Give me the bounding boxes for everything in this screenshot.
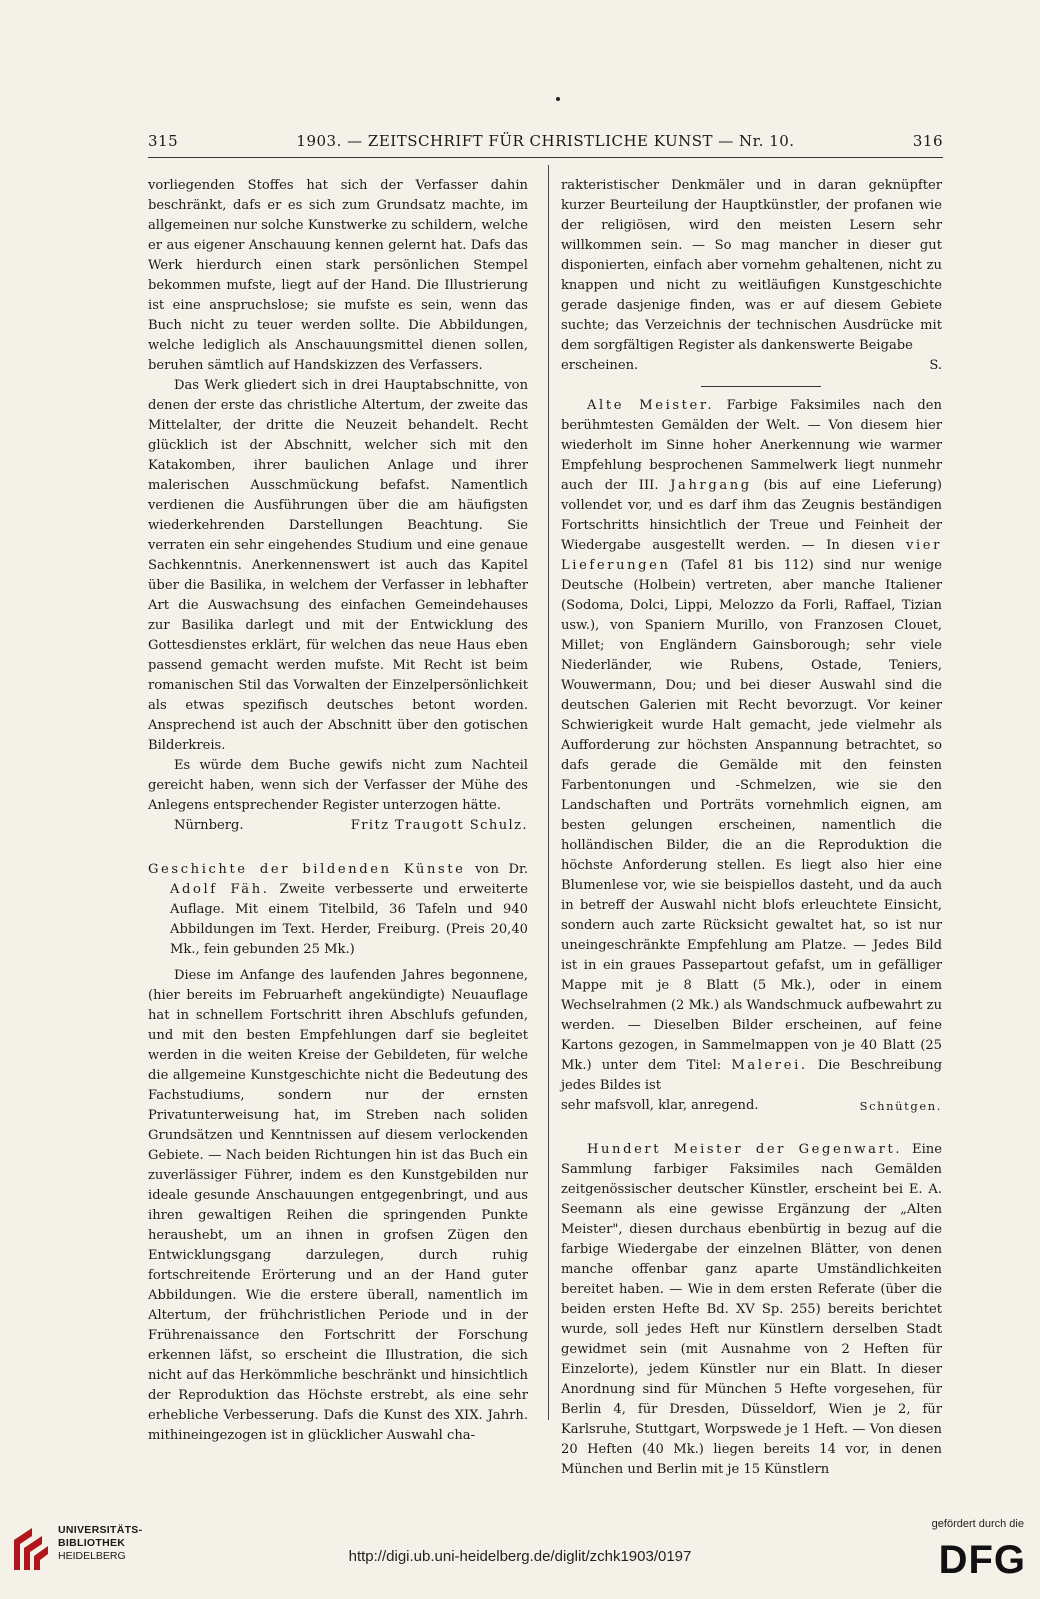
paragraph: Das Werk gliedert sich in drei Hauptabschnitte, von denen der erste das christliche Altertum, der zweite das Mittelalter, der dritte die Neuzeit behandelt. Recht glücklich ist der Abschnitt, welcher sich mit den Katakomben, ihrer baulichen Anlage und ihrer malerischen Ausschmückung befafst. Namentlich verdienen die Ausführungen über die am häufigsten wiederkehrenden Darstellungen Beachtung. Sie verraten ein sehr eingehendes Studium und eine genaue Sachkenntnis. Anerkennenswert ist auch das Kapitel über die Basilika, in welchem der Verfasser in lebhafter Art die Auswachsung des einfachen Gemeindehauses zur Basilika darlegt und mit der Entwicklung des Gottesdienstes erklärt, für welchen das neue Haus eben passend gemacht werden mufste. Mit Recht ist beim romanischen Stil das Vorwalten der Einzelpersönlichkeit als etwas spezifisch deutsches betont worden. Ansprechend ist auch der Abschnitt über den gotischen Bilderkreis. bbox=[148, 378, 528, 753]
book-entry: Alte Meister. Farbige Faksimiles nach den berühmtesten Gemälden der Welt. — Von diesem hier wiederholt im Sinne hoher Anerkennung wie warmer Empfehlung besprochenen Sammelwerk liegt nunmehr auch der III. Jahrgang (bis auf eine Lieferung) vollendet vor, und es darf ihm das Zeugnis beständigen Fortschritts hinsichtlich der Treue und Feinheit der Wiedergabe ausgestellt werden. — In diesen vier Lieferungen (Tafel 81 bis 112) sind nur wenige Deutsche (Holbein) vertreten, aber manche Italiener (Sodoma, Dolci, Lippi, Melozzo da Forli, Raffael, Tizian usw.), von Spaniern Murillo, von Franzosen Clouet, Millet; von Engländern Gainsborough; sehr viele Niederländer, wie Rubens, Ostade, Teniers, Wouwermann, Dou; und bei dieser Auswahl sind die deutschen Galerien mit Recht bevorzugt. Vor keiner Schwierigkeit wurde Halt gemacht, jede vielmehr als Aufforderung zur höchsten Anspannung betrachtet, so dafs gerade die Gemälde mit den feinsten Farbentonungen und -Schmelzen, wie sie den Landschaften und Porträts vornehmlich eignen, am besten gelungen erscheinen, namentlich die holländischen Bilder, die an die Reproduktion die höchste Anforderung stellen. Es liegt also hier eine Blumenlese vor, wie sie beispiellos dasteht, und da auch in betreff der Auswahl nicht blofs erleuchtete Einsicht, sondern auch zarte Rücksicht gewaltet hat, so ist nur uneingeschränkte Empfehlung am Platze. — Jedes Bild ist in ein graues Passepartout gefafst, um in gefälliger Mappe mit je 8 Blatt (5 Mk.), oder in einem Wechselrahmen (2 Mk.) als Wandschmuck aufbewahrt zu werden. — Dieselben Bilder erscheinen, auf feine Kartons gezogen, in Sammelmappen von je 40 Blatt (25 Mk.) unter dem Titel: Malerei. Die Beschreibung jedes Bildes ist bbox=[561, 398, 943, 1093]
book-entry-heading: Geschichte der bildenden Künste von Dr. Adolf Fäh. Zweite verbesserte und erweiterte Auflage. Mit einem Titelbild, 36 Tafeln und 940 Abbildungen im Text. Herder, Freiburg. (Preis 20,40 Mk., fein gebunden 25 Mk.) bbox=[148, 862, 529, 957]
running-header bbox=[148, 132, 943, 154]
book-entry: Hundert Meister der Gegenwart. Eine Sammlung farbiger Faksimiles nach Gemälden zeitgenössischer deutscher Künstler, erscheint bei E. A. Seemann als eine gewisse Ergänzung der „Alten Meister", diesen durchaus ebenbürtig in bezug auf die farbige Wiedergabe der einzelnen Blätter, von denen manche offenbar ganz aparte Umständlichkeiten bereitet haben. — Wie in dem ersten Referate (über die beiden ersten Hefte Bd. XV Sp. 255) bereits berichtet wurde, soll jedes Heft nur Künstlern derselben Stadt gewidmet sein (mit Ausnahme von 2 Heften für Einzelorte), jedem Künstler nur ein Blatt. In dieser Anordnung sind für München 5 Hefte vorgesehen, für Berlin 4, für Dresden, Düsseldorf, Wien je 2, für Karlsruhe, Stuttgart, Worpswede je 1 Heft. — Von diesen 20 Heften (40 Mk.) liegen bereits 14 vor, in denen München und Berlin mit je 15 Künstlern bbox=[561, 1142, 942, 1477]
paragraph: Es würde dem Buche gewifs nicht zum Nachteil gereicht haben, wenn sich der Verfasser der Mühe des Anlegens entsprechender Register unterzogen hätte. bbox=[148, 758, 528, 813]
column-rule bbox=[548, 165, 549, 1420]
left-column bbox=[148, 176, 528, 1446]
funding-label: gefördert durch die bbox=[931, 1518, 1024, 1530]
ink-speck bbox=[556, 97, 560, 101]
paragraph: vorliegenden Stoffes hat sich der Verfasser dahin beschränkt, dafs er es sich zum Grundsatz machte, im allgemeinen nur solche Kunstwerke zu schildern, welche er aus eigener Anschauung kennen gelernt hat. Dafs das Werk hierdurch einen stark persönlichen Stempel bekommen mufste, liegt auf der Hand. Die Illustrierung ist eine anspruchslose; sie mufste es sein, wenn das Buch nicht zu teuer werden sollte. Die Abbildungen, welche lediglich als Anschauungsmittel dienen sollen, beruhen sämtlich auf Handskizzen des Verfassers. bbox=[148, 178, 528, 373]
paragraph: Diese im Anfange des laufenden Jahres begonnene, (hier bereits im Februarheft angekündigte) Neuauflage hat in schnellem Fortschritt ihren Abschlufs gefunden, und mit den besten Empfehlungen darf sie begleitet werden in die weiten Kreise der Gebildeten, für welche die allgemeine Kunstgeschichte nicht die Bedeutung des Fachstudiums, sondern nur der ernsten Privatunterweisung hat, im Streben nach soliden Grundsätzen und Kenntnissen auf diesem verlockenden Gebiete. — Nach beiden Richtungen hin ist das Buch ein zuverlässiger Führer, indem es den Kunstgebilden nur ideale gesunde Anschauungen entgegenbringt, und aus ihren gewaltigen Reihen die springenden Punkte heraushebt, um an ihnen in grofsen Zügen den Entwicklungsgang darzulegen, durch ruhig fortschreitende Erörterung und an der Hand guter Abbildungen. Wie die erstere überall, namentlich im Altertum, der frühchristlichen Periode und in der Frührenaissance den Fortschritt der Forschung erkennen läfst, so erscheint die Illustration, die sich nicht auf das Herkömmliche beschränkt und hinsichtlich der Reproduktion das Höchste erstrebt, als eine sehr erhebliche Verbesserung. Dafs die Kunst des XIX. Jahrh. mithineingezogen ist in glücklicher Auswahl cha- bbox=[148, 968, 528, 1443]
page-number-right: 316 bbox=[912, 132, 943, 150]
journal-title: 1903. — ZEITSCHRIFT FÜR CHRISTLICHE KUNST — Nr. 10. bbox=[296, 132, 795, 150]
review-signature: sehr mafsvoll, klar, anregend. Schnütgen. bbox=[561, 1096, 942, 1116]
book-title: Geschichte der bildenden Künste bbox=[148, 862, 466, 877]
signature-author: Fritz Traugott Schulz. bbox=[350, 818, 528, 833]
library-name: UNIVERSITÄTS- BIBLIOTHEK HEIDELBERG bbox=[58, 1524, 143, 1562]
paragraph: rakteristischer Denkmäler und in daran geknüpfter kurzer Beurteilung der Hauptkünstler, der profanen wie der religiösen, wird den meisten Lesern sehr willkommen sein. — So mag mancher in dieser gut disponierten, einfach aber vornehm gehaltenen, nicht zu knappen und nicht zu weitläufigen Kunstgeschichte gerade dasjenige finden, was er auf diesem Gebiete suchte; das Verzeichnis der technischen Ausdrücke mit dem sorgfältigen Register als dankenswerte Beigabe bbox=[561, 178, 942, 353]
review-signature: erscheinen. S. bbox=[561, 356, 942, 376]
header-rule bbox=[148, 157, 943, 158]
section-separator bbox=[561, 376, 942, 396]
source-url-link[interactable]: http://digi.ub.uni-heidelberg.de/diglit/zchk1903/0197 bbox=[348, 1548, 692, 1565]
signature-author: S. bbox=[929, 358, 942, 373]
book-title: Hundert Meister der Gegenwart. bbox=[587, 1142, 903, 1157]
dfg-logo: DFG bbox=[938, 1538, 1026, 1582]
right-column bbox=[561, 176, 942, 1480]
signature-author: Schnütgen. bbox=[859, 1099, 942, 1113]
signature-place: Nürnberg. bbox=[174, 818, 244, 833]
book-author: Adolf Fäh. bbox=[170, 882, 270, 897]
review-signature bbox=[148, 816, 528, 836]
book-title: Alte Meister. bbox=[587, 398, 715, 413]
digitization-footer bbox=[0, 1508, 1040, 1599]
page-number-left: 315 bbox=[148, 132, 179, 150]
